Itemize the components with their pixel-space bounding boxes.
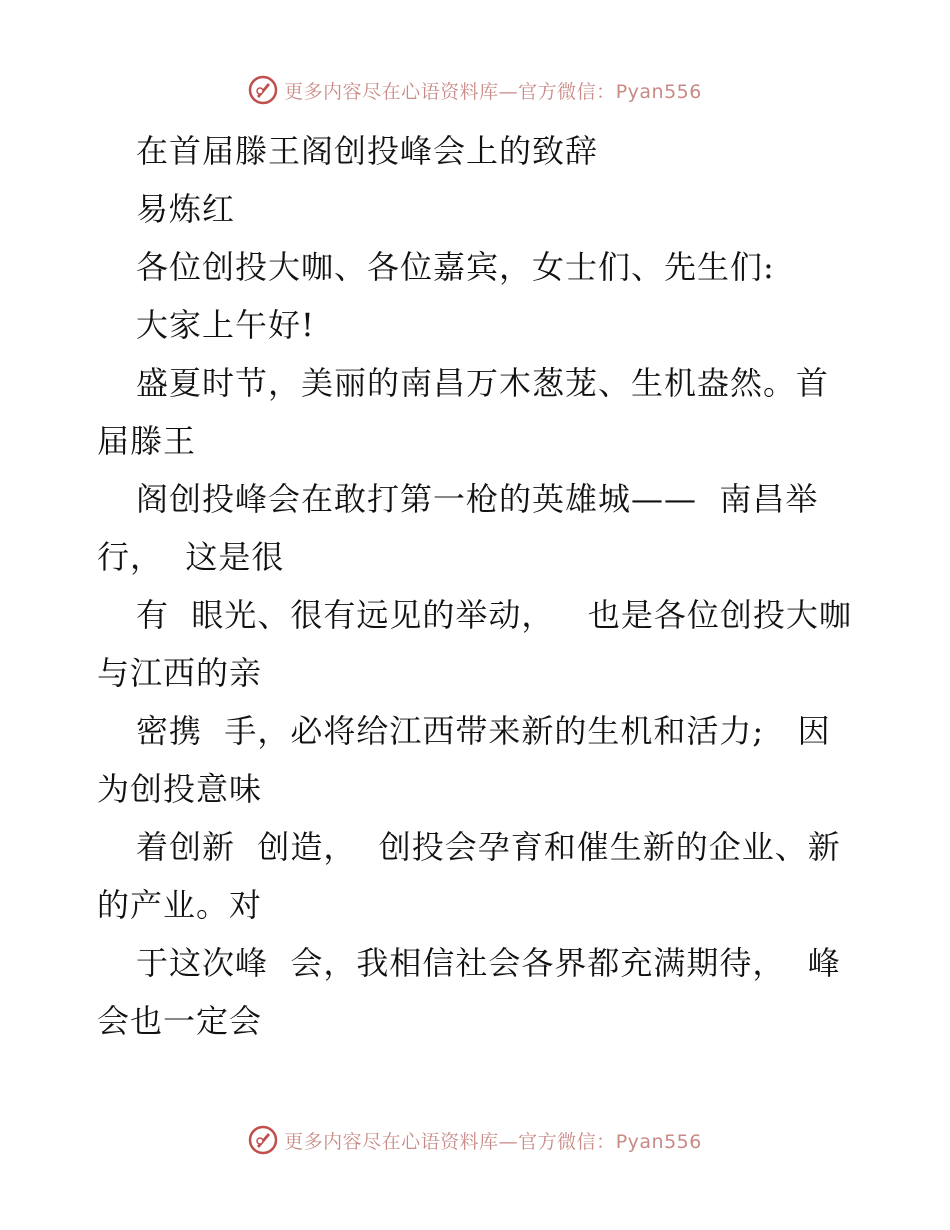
text-line: 会也一定会 — [97, 1002, 263, 1040]
quill-logo-icon — [248, 1125, 278, 1155]
text-line: 的产业。对 — [97, 886, 263, 924]
text-line: 着创新 创造， 创投会孕育和催生新的企业、新 — [136, 828, 841, 866]
text-line: 有 眼光、很有远见的举动， 也是各位创投大咖 — [136, 596, 852, 634]
text-line: 行， 这是很 — [97, 538, 285, 576]
text-line: 届滕王 — [97, 422, 197, 460]
header-watermark — [0, 70, 950, 110]
text-line: 盛夏时节，美丽的南昌万木葱茏、生机盎然。首 — [136, 364, 830, 402]
text-line: 与江西的亲 — [97, 654, 263, 692]
document-body — [97, 122, 857, 1050]
greeting: 大家上午好! — [136, 306, 315, 344]
text-line: 密携 手，必将给江西带来新的生机和活力; 因 — [136, 712, 831, 750]
watermark-text: 更多内容尽在心语资料库—官方微信：Pyan556 — [284, 1130, 702, 1153]
text-line: 于这次峰 会，我相信社会各界都充满期待， 峰 — [136, 944, 841, 982]
speaker-name: 易炼红 — [136, 190, 236, 228]
watermark-text: 更多内容尽在心语资料库—官方微信：Pyan556 — [284, 80, 702, 103]
quill-logo-icon — [248, 75, 278, 105]
text-line: 阁创投峰会在敢打第一枪的英雄城—— 南昌举 — [136, 480, 819, 518]
text-line: 为创投意味 — [97, 770, 263, 808]
speech-title: 在首届滕王阁创投峰会上的致辞 — [136, 132, 599, 170]
footer-watermark — [0, 1120, 950, 1160]
salutation: 各位创投大咖、各位嘉宾，女士们、先生们: — [136, 248, 775, 286]
